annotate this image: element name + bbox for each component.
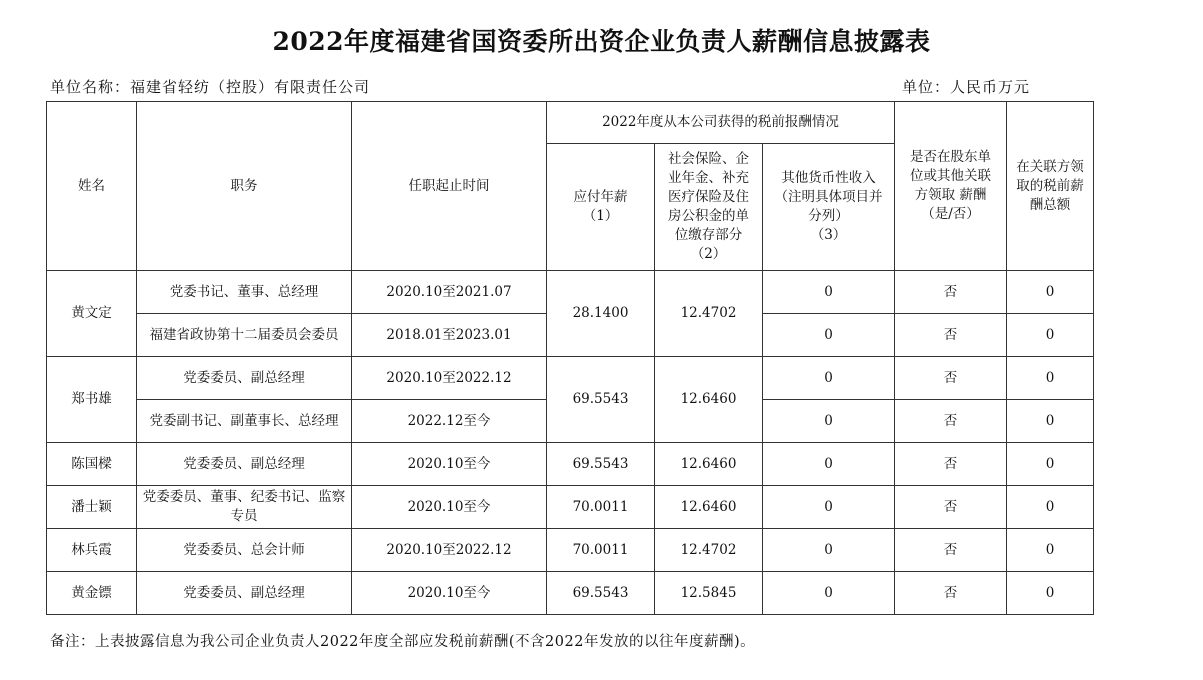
person-name-cell: 潘士颖 bbox=[47, 486, 137, 529]
related-flag-cell: 否 bbox=[895, 443, 1007, 486]
related-total-cell: 0 bbox=[1007, 572, 1094, 615]
unit-name-label: 单位名称：福建省轻纺（控股）有限责任公司 bbox=[50, 78, 371, 96]
related-flag-cell: 否 bbox=[895, 529, 1007, 572]
header-related-total: 在关联方领 取的税前薪 酬总额 bbox=[1007, 102, 1094, 271]
other-income-cell: 0 bbox=[763, 357, 895, 400]
term-cell: 2020.10至2021.07 bbox=[352, 271, 547, 314]
other-income-cell: 0 bbox=[763, 486, 895, 529]
social-insurance-cell: 12.6460 bbox=[655, 443, 763, 486]
header-name: 姓名 bbox=[47, 102, 137, 271]
person-name-cell: 黄金镖 bbox=[47, 572, 137, 615]
position-cell: 福建省政协第十二届委员会委员 bbox=[137, 314, 352, 357]
currency-unit-label: 单位：人民币万元 bbox=[902, 78, 1031, 96]
table-row bbox=[47, 357, 1094, 400]
related-total-cell: 0 bbox=[1007, 443, 1094, 486]
term-cell: 2020.10至2022.12 bbox=[352, 529, 547, 572]
salary-cell: 70.0011 bbox=[547, 486, 655, 529]
person-name-cell: 郑书雄 bbox=[47, 357, 137, 443]
person-name-cell: 陈国樑 bbox=[47, 443, 137, 486]
related-total-cell: 0 bbox=[1007, 271, 1094, 314]
related-total-cell: 0 bbox=[1007, 486, 1094, 529]
header-related-flag: 是否在股东单 位或其他关联 方领取 薪酬 （是/否） bbox=[895, 102, 1007, 271]
other-income-cell: 0 bbox=[763, 572, 895, 615]
related-flag-cell: 否 bbox=[895, 400, 1007, 443]
other-income-cell: 0 bbox=[763, 443, 895, 486]
person-name-cell: 黄文定 bbox=[47, 271, 137, 357]
table-row bbox=[47, 572, 1094, 615]
person-name-cell: 林兵霞 bbox=[47, 529, 137, 572]
related-total-cell: 0 bbox=[1007, 314, 1094, 357]
social-insurance-cell: 12.5845 bbox=[655, 572, 763, 615]
other-income-cell: 0 bbox=[763, 314, 895, 357]
page-title: 2022年度福建省国资委所出资企业负责人薪酬信息披露表 bbox=[272, 27, 931, 56]
salary-cell: 69.5543 bbox=[547, 357, 655, 443]
header-social-insurance: 社会保险、企 业年金、补充 医疗保险及住 房公积金的单 位缴存部分 （2） bbox=[655, 144, 763, 271]
term-cell: 2020.10至今 bbox=[352, 443, 547, 486]
term-cell: 2020.10至2022.12 bbox=[352, 357, 547, 400]
position-cell: 党委委员、总会计师 bbox=[137, 529, 352, 572]
related-total-cell: 0 bbox=[1007, 357, 1094, 400]
other-income-cell: 0 bbox=[763, 529, 895, 572]
header-salary: 应付年薪 （1） bbox=[547, 144, 655, 271]
term-cell: 2020.10至今 bbox=[352, 486, 547, 529]
position-cell: 党委委员、董事、纪委书记、监察专员 bbox=[137, 486, 352, 529]
social-insurance-cell: 12.4702 bbox=[655, 271, 763, 357]
position-cell: 党委委员、副总经理 bbox=[137, 443, 352, 486]
related-total-cell: 0 bbox=[1007, 400, 1094, 443]
term-cell: 2020.10至今 bbox=[352, 572, 547, 615]
header-term: 任职起止时间 bbox=[352, 102, 547, 271]
table-row bbox=[47, 529, 1094, 572]
position-cell: 党委书记、董事、总经理 bbox=[137, 271, 352, 314]
header-position: 职务 bbox=[137, 102, 352, 271]
header-other-income: 其他货币性收入 （注明具体项目并 分列） （3） bbox=[763, 144, 895, 271]
related-flag-cell: 否 bbox=[895, 271, 1007, 314]
position-cell: 党委委员、副总经理 bbox=[137, 572, 352, 615]
related-flag-cell: 否 bbox=[895, 314, 1007, 357]
other-income-cell: 0 bbox=[763, 271, 895, 314]
term-cell: 2018.01至2023.01 bbox=[352, 314, 547, 357]
footnote: 备注：上表披露信息为我公司企业负责人2022年度全部应发税前薪酬(不含2022年发放的以往年度薪酬)。 bbox=[50, 634, 756, 650]
header-compensation-group: 2022年度从本公司获得的税前报酬情况 bbox=[547, 102, 895, 144]
related-flag-cell: 否 bbox=[895, 486, 1007, 529]
term-cell: 2022.12至今 bbox=[352, 400, 547, 443]
salary-cell: 69.5543 bbox=[547, 443, 655, 486]
position-cell: 党委副书记、副董事长、总经理 bbox=[137, 400, 352, 443]
table-row bbox=[47, 271, 1094, 314]
related-total-cell: 0 bbox=[1007, 529, 1094, 572]
salary-cell: 28.1400 bbox=[547, 271, 655, 357]
social-insurance-cell: 12.6460 bbox=[655, 486, 763, 529]
position-cell: 党委委员、副总经理 bbox=[137, 357, 352, 400]
social-insurance-cell: 12.6460 bbox=[655, 357, 763, 443]
related-flag-cell: 否 bbox=[895, 572, 1007, 615]
related-flag-cell: 否 bbox=[895, 357, 1007, 400]
salary-cell: 70.0011 bbox=[547, 529, 655, 572]
table-row bbox=[47, 486, 1094, 529]
salary-cell: 69.5543 bbox=[547, 572, 655, 615]
table-row bbox=[47, 443, 1094, 486]
social-insurance-cell: 12.4702 bbox=[655, 529, 763, 572]
salary-disclosure-table bbox=[46, 101, 1094, 615]
other-income-cell: 0 bbox=[763, 400, 895, 443]
